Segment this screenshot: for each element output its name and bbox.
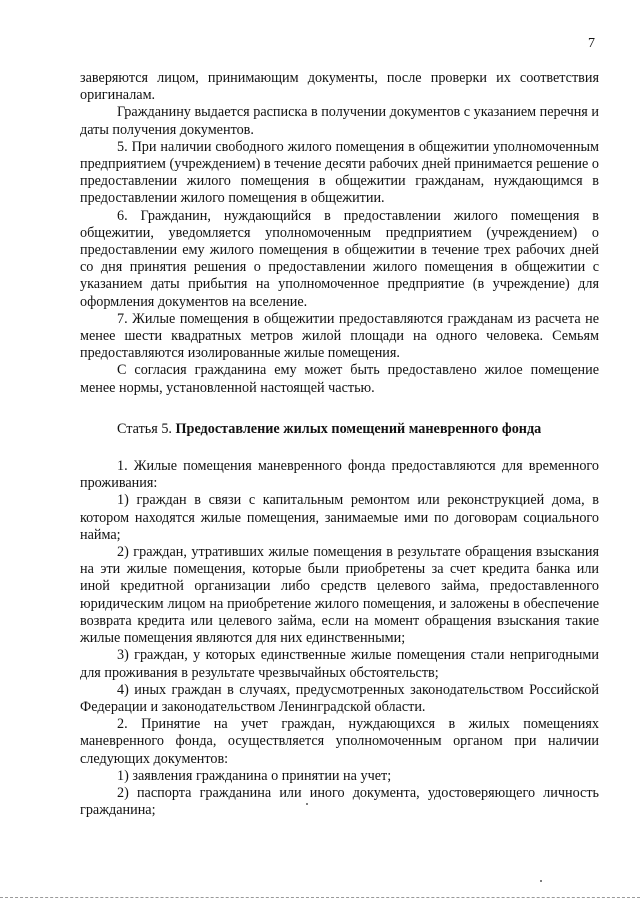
list-item: 4) иных граждан в случаях, предусмотренных законодательством Российской Федерации и законодательством Ленинградской области. <box>80 681 599 715</box>
list-item: 3) граждан, у которых единственные жилые помещения стали непригодными для проживания в результате чрезвычайных обстоятельств; <box>80 647 599 681</box>
list-item: 2) паспорта гражданина или иного документа, удостоверяющего личность гражданина; <box>80 784 599 819</box>
list-item: 1) заявления гражданина о принятии на учет; <box>117 767 392 784</box>
scan-speck <box>540 880 542 882</box>
paragraph: 2. Принятие на учет граждан, нуждающихся в жилых помещениях маневренного фонда, осуществляется уполномоченным органом при наличии следующих документов: <box>80 716 599 767</box>
paragraph: 6. Гражданин, нуждающийся в предоставлении жилого помещения в общежитии, уведомляется уполномоченным предприятием (учреждением) о предоставлении ему жилого помещения в общежитии в течение трех рабочих дней со дня принятия решения о предоставлении жилого помещения в общежитии с указанием даты прибытия на уполномоченное предприятие (в учреждение) для оформления документов на вселение. <box>80 207 599 310</box>
paragraph: С согласия гражданина ему может быть предоставлено жилое помещение менее нормы, установленной настоящей частью. <box>80 362 599 396</box>
paragraph: Гражданину выдается расписка в получении документов с указанием перечня и даты получения документов. <box>80 104 599 138</box>
paragraph: 5. При наличии свободного жилого помещения в общежитии уполномоченным предприятием (учреждением) в течение десяти рабочих дней принимается решение о предоставлении жилого помещения в общежитии гражданам, нуждающимся в предоставлении жилого помещения в общежитии. <box>80 138 599 207</box>
list-item: 2) граждан, утративших жилые помещения в результате обращения взыскания на эти жилые помещения, которые были приобретены за счет кредита банка или иной кредитной организации либо средств целевого займа, предоставленного юридическим лицом на приобретение жилого помещения, и заложены в обеспечение возврата кредита или целевого займа, если на момент обращения взыскания такие жилые помещения являются для них единственными; <box>80 544 599 647</box>
paragraph: 1. Жилые помещения маневренного фонда предоставляются для временного проживания: <box>80 458 599 492</box>
scan-edge-line <box>0 897 640 898</box>
page-number: 7 <box>588 36 595 51</box>
paragraph: заверяются лицом, принимающим документы, после проверки их соответствия оригиналам. <box>80 70 599 104</box>
article-title: Предоставление жилых помещений маневренного фонда <box>175 420 542 437</box>
document-body <box>80 70 599 819</box>
article-heading <box>80 421 599 438</box>
article-prefix: Статья 5. <box>117 420 176 437</box>
list-item: 1) граждан в связи с капитальным ремонтом или реконструкцией дома, в котором находятся жилые помещения, занимаемые ими по договорам социального найма; <box>80 492 599 543</box>
scan-speck <box>306 803 308 805</box>
paragraph: 7. Жилые помещения в общежитии предоставляются гражданам из расчета не менее шести квадратных метров жилой площади на одного человека. Семьям предоставляются изолированные жилые помещения. <box>80 310 599 362</box>
